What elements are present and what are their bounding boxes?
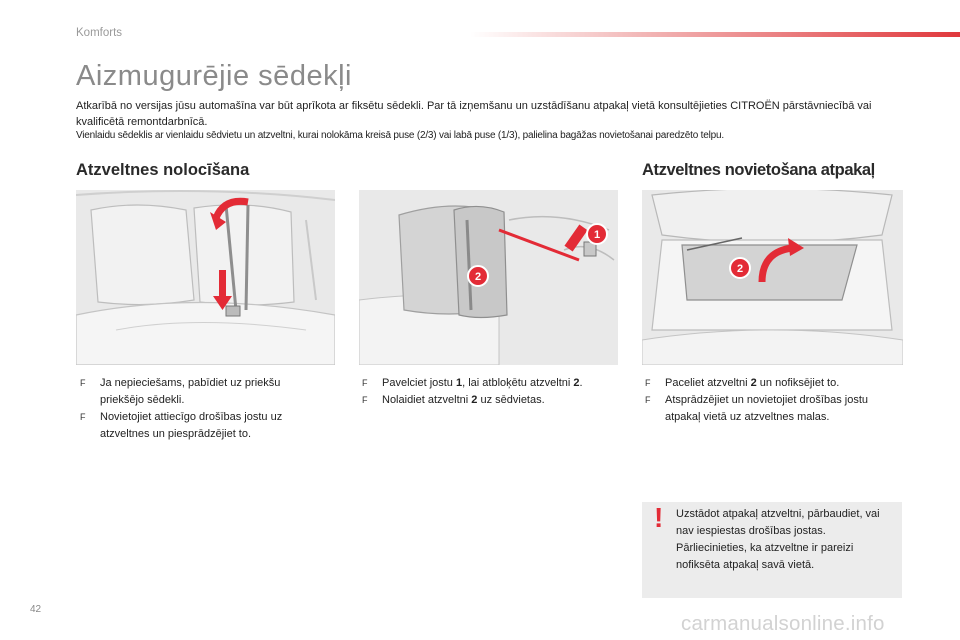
illustration-seat-belt [76,190,335,365]
illustration-trunk [642,190,903,365]
watermark: carmanualsonline.info [681,612,885,635]
illustration-unlock-strap [359,190,618,365]
step-text: Pavelciet jostu 1, lai atbloķētu atzveltni 2. [382,377,583,389]
list-item [80,409,320,443]
list-item [645,375,905,392]
warning-text: Uzstādot atpakaļ atzveltni, pārbaudiet, vai nav iespiestas drošības jostas. Pārliecinieties, ka atzveltne ir pareizi nofiksēta atpakaļ savā vietā. [676,508,880,571]
steps-list-restore [645,375,905,426]
list-item [80,375,320,409]
bullet-icon: F [362,395,368,405]
bullet-icon: F [80,412,86,422]
list-item [362,392,624,409]
header-accent-bar [470,32,960,37]
heading-restore-backrest: Atzveltnes novietošana atpakaļ [642,161,875,179]
steps-list-fold [80,375,320,443]
intro-note: Vienlaidu sēdeklis ar vienlaidu sēdvietu un atzveltni, kurai nolokāma kreisā puse (2/3) vai labā puse (1/3), palielina bagāžas novietošanai paredzēto telpu. [76,130,724,141]
list-item [362,375,624,392]
callout-2b-label: 2 [736,263,744,275]
callout-1-label: 1 [593,229,601,241]
list-item [645,392,905,426]
warning-icon: ! [654,502,664,533]
heading-fold-backrest: Atzveltnes nolocīšana [76,161,250,179]
intro-paragraph: Atkarībā no versijas jūsu automašīna var būt aprīkota ar fiksētu sēdekli. Par tā izņemšanu un uzstādīšanu atpakaļ vietā konsultējieties CITROËN pārstāvniecībā vai kvalificētā remontdarbnīcā. [76,100,872,128]
step-text: Novietojiet attiecīgo drošības jostu uz atzveltnes un piesprādzējiet to. [100,411,283,440]
section-label: Komforts [76,27,123,39]
step-text: Ja nepieciešams, pabīdiet uz priekšu priekšējo sēdekli. [100,377,281,406]
bullet-icon: F [645,395,651,405]
callout-2-label: 2 [474,271,482,283]
steps-list-unlock [362,375,624,409]
step-text: Nolaidiet atzveltni 2 uz sēdvietas. [382,394,545,406]
step-text: Paceliet atzveltni 2 un nofiksējiet to. [665,377,840,389]
page-title: Aizmugurējie sēdekļi [76,60,352,92]
step-text: Atsprādzējiet un novietojiet drošības jostu atpakaļ vietā uz atzveltnes malas. [665,394,869,423]
bullet-icon: F [645,378,651,388]
bullet-icon: F [362,378,368,388]
warning-box [642,502,902,598]
page-number: 42 [30,604,42,615]
bullet-icon: F [80,378,86,388]
